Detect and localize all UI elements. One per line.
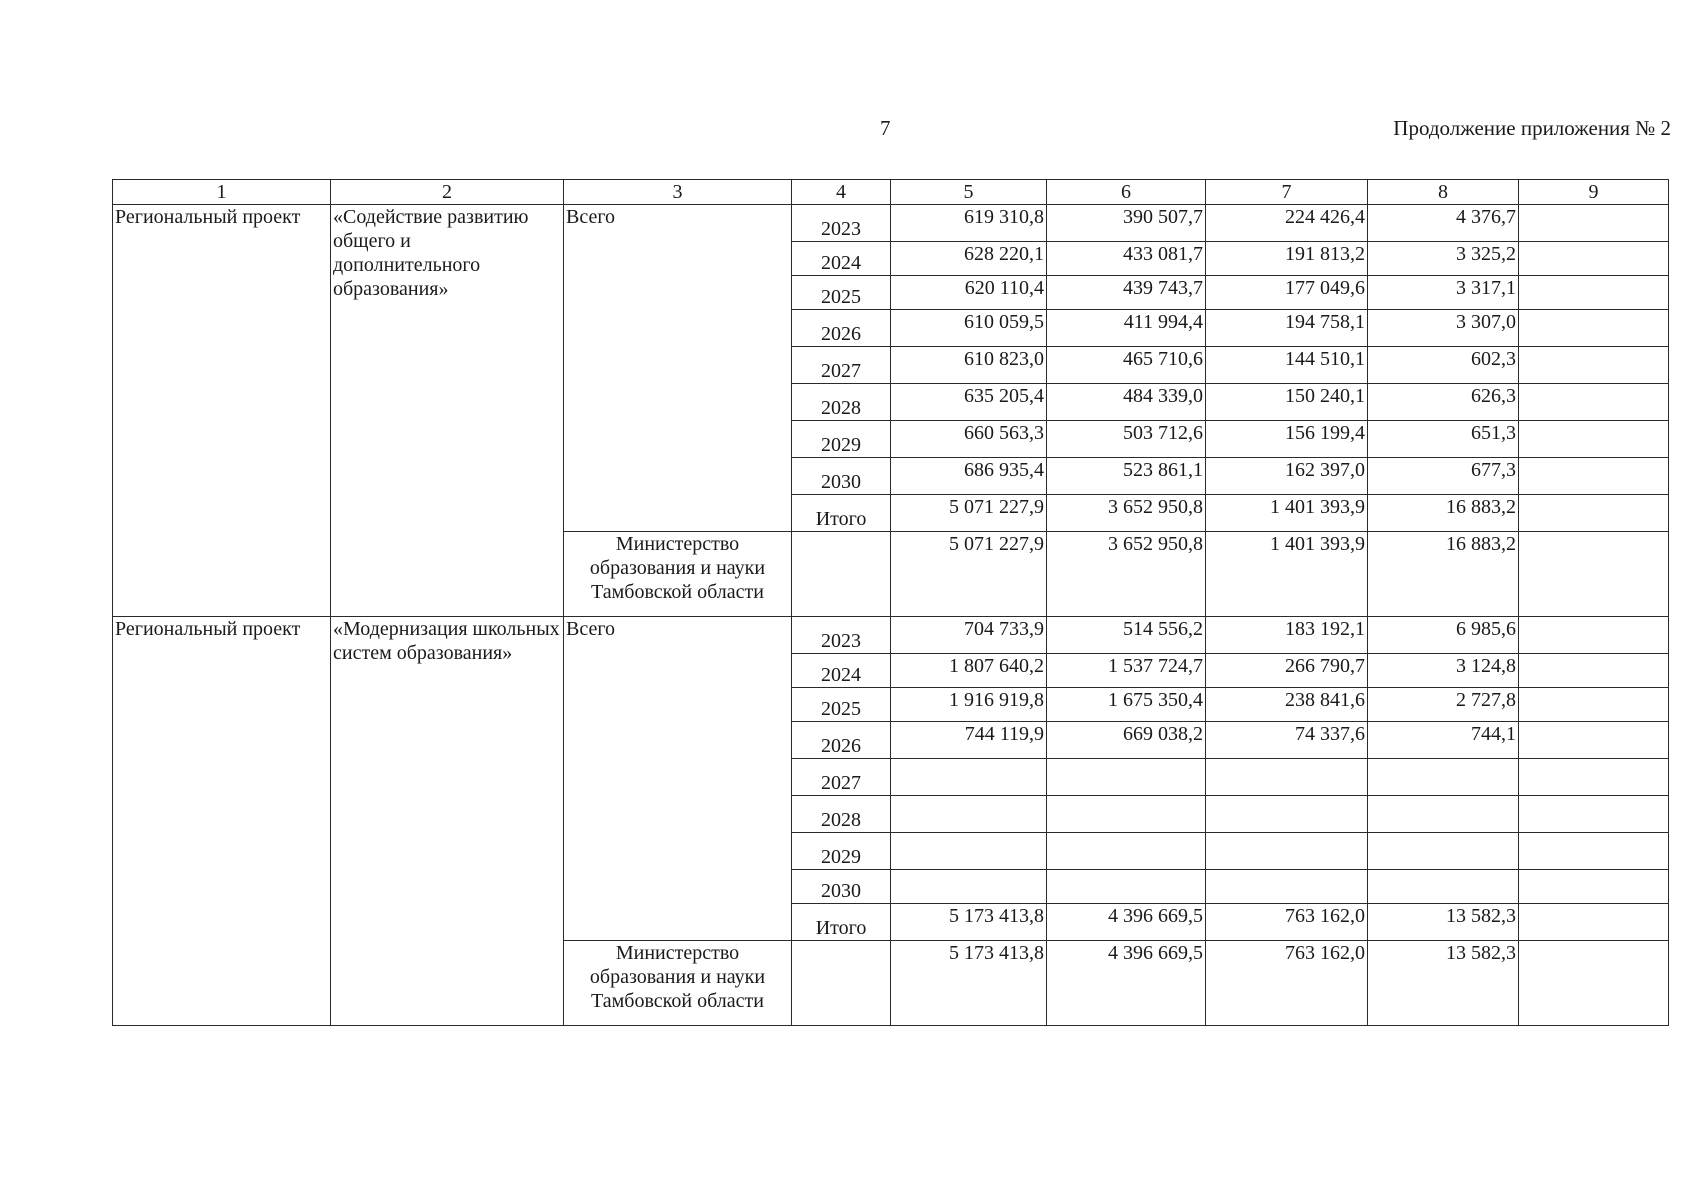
- value-cell-c7: 150 240,1: [1206, 384, 1368, 421]
- value-cell-c8: 2 727,8: [1368, 688, 1519, 722]
- value-cell-c8: 3 325,2: [1368, 242, 1519, 276]
- appendix-continuation-label: Продолжение приложения № 2: [1393, 116, 1671, 140]
- value-cell-c7: 224 426,4: [1206, 205, 1368, 242]
- value-cell-c8: 626,3: [1368, 384, 1519, 421]
- value-cell-c6: 390 507,7: [1047, 205, 1206, 242]
- value-cell-c6: 484 339,0: [1047, 384, 1206, 421]
- value-cell-c8: 3 317,1: [1368, 276, 1519, 310]
- value-cell-c6: 411 994,4: [1047, 310, 1206, 347]
- value-cell-c8: 3 307,0: [1368, 310, 1519, 347]
- value-cell-c5: 660 563,3: [891, 421, 1047, 458]
- value-cell-c8: 3 124,8: [1368, 654, 1519, 688]
- project-name-cell: «Модернизация школьных систем образования»: [331, 617, 564, 1026]
- value-cell-c6: [1047, 759, 1206, 796]
- value-cell-c8: 744,1: [1368, 722, 1519, 759]
- value-cell-c6: 3 652 950,8: [1047, 495, 1206, 532]
- value-cell-c9: [1519, 759, 1669, 796]
- value-cell-c6: 523 861,1: [1047, 458, 1206, 495]
- org-value-cell-c6: 4 396 669,5: [1047, 941, 1206, 1026]
- value-cell-c7: 74 337,6: [1206, 722, 1368, 759]
- value-cell-c7: 177 049,6: [1206, 276, 1368, 310]
- value-cell-c7: 266 790,7: [1206, 654, 1368, 688]
- value-cell-c8: [1368, 759, 1519, 796]
- value-cell-c6: 514 556,2: [1047, 617, 1206, 654]
- year-cell: 2023: [792, 205, 891, 242]
- value-cell-c5: [891, 833, 1047, 870]
- value-cell-c9: [1519, 242, 1669, 276]
- value-cell-c9: [1519, 458, 1669, 495]
- column-header: 7: [1206, 180, 1368, 205]
- org-value-cell-c4: [792, 941, 891, 1026]
- year-cell: 2029: [792, 833, 891, 870]
- value-cell-c6: 465 710,6: [1047, 347, 1206, 384]
- value-cell-c9: [1519, 384, 1669, 421]
- value-cell-c5: 5 173 413,8: [891, 904, 1047, 941]
- value-cell-c5: 1 807 640,2: [891, 654, 1047, 688]
- value-cell-c9: [1519, 688, 1669, 722]
- column-header: 3: [564, 180, 792, 205]
- value-cell-c5: 610 823,0: [891, 347, 1047, 384]
- year-cell: 2026: [792, 310, 891, 347]
- value-cell-c9: [1519, 870, 1669, 904]
- value-cell-c5: 704 733,9: [891, 617, 1047, 654]
- value-cell-c5: 619 310,8: [891, 205, 1047, 242]
- value-cell-c5: 5 071 227,9: [891, 495, 1047, 532]
- year-cell: 2028: [792, 796, 891, 833]
- responsible-org-cell: Министерство образования и науки Тамбовской области: [564, 532, 792, 617]
- value-cell-c7: 1 401 393,9: [1206, 495, 1368, 532]
- value-cell-c6: 4 396 669,5: [1047, 904, 1206, 941]
- value-cell-c5: 686 935,4: [891, 458, 1047, 495]
- value-cell-c6: [1047, 833, 1206, 870]
- value-cell-c7: 144 510,1: [1206, 347, 1368, 384]
- org-value-cell-c8: 16 883,2: [1368, 532, 1519, 617]
- value-cell-c9: [1519, 617, 1669, 654]
- value-cell-c9: [1519, 205, 1669, 242]
- column-header: 6: [1047, 180, 1206, 205]
- responsible-org-cell: Министерство образования и науки Тамбовской области: [564, 941, 792, 1026]
- value-cell-c9: [1519, 276, 1669, 310]
- value-cell-c8: 4 376,7: [1368, 205, 1519, 242]
- org-value-cell-c9: [1519, 532, 1669, 617]
- total-label-cell: Всего: [564, 617, 792, 941]
- year-cell: 2025: [792, 688, 891, 722]
- year-cell: 2024: [792, 242, 891, 276]
- value-cell-c6: 1 675 350,4: [1047, 688, 1206, 722]
- value-cell-c9: [1519, 904, 1669, 941]
- org-value-cell-c7: 763 162,0: [1206, 941, 1368, 1026]
- project-name-cell: «Содействие развитию общего и дополнительного образования»: [331, 205, 564, 617]
- value-cell-c5: [891, 796, 1047, 833]
- value-cell-c8: 677,3: [1368, 458, 1519, 495]
- value-cell-c7: 763 162,0: [1206, 904, 1368, 941]
- value-cell-c6: 433 081,7: [1047, 242, 1206, 276]
- column-header: 5: [891, 180, 1047, 205]
- year-cell: 2028: [792, 384, 891, 421]
- project-type-cell: Региональный проект: [113, 617, 331, 1026]
- year-cell: 2023: [792, 617, 891, 654]
- org-value-cell-c7: 1 401 393,9: [1206, 532, 1368, 617]
- column-header: 8: [1368, 180, 1519, 205]
- year-cell: 2024: [792, 654, 891, 688]
- year-cell: 2030: [792, 870, 891, 904]
- value-cell-c5: 1 916 919,8: [891, 688, 1047, 722]
- project-type-cell: Региональный проект: [113, 205, 331, 617]
- value-cell-c5: 744 119,9: [891, 722, 1047, 759]
- value-cell-c6: 669 038,2: [1047, 722, 1206, 759]
- value-cell-c8: 6 985,6: [1368, 617, 1519, 654]
- year-cell: 2029: [792, 421, 891, 458]
- value-cell-c7: [1206, 759, 1368, 796]
- year-row: [113, 617, 1669, 654]
- value-cell-c8: [1368, 833, 1519, 870]
- value-cell-c5: 620 110,4: [891, 276, 1047, 310]
- value-cell-c6: [1047, 796, 1206, 833]
- value-cell-c6: 503 712,6: [1047, 421, 1206, 458]
- value-cell-c5: 628 220,1: [891, 242, 1047, 276]
- value-cell-c8: [1368, 796, 1519, 833]
- value-cell-c6: 1 537 724,7: [1047, 654, 1206, 688]
- org-value-cell-c5: 5 173 413,8: [891, 941, 1047, 1026]
- value-cell-c9: [1519, 654, 1669, 688]
- value-cell-c7: 194 758,1: [1206, 310, 1368, 347]
- org-value-cell-c6: 3 652 950,8: [1047, 532, 1206, 617]
- value-cell-c5: [891, 759, 1047, 796]
- value-cell-c7: 183 192,1: [1206, 617, 1368, 654]
- year-cell: 2030: [792, 458, 891, 495]
- value-cell-c7: 238 841,6: [1206, 688, 1368, 722]
- value-cell-c5: 610 059,5: [891, 310, 1047, 347]
- year-cell: 2025: [792, 276, 891, 310]
- year-cell: 2026: [792, 722, 891, 759]
- column-header: 9: [1519, 180, 1669, 205]
- value-cell-c6: [1047, 870, 1206, 904]
- value-cell-c9: [1519, 347, 1669, 384]
- year-cell: Итого: [792, 495, 891, 532]
- org-value-cell-c5: 5 071 227,9: [891, 532, 1047, 617]
- value-cell-c8: [1368, 870, 1519, 904]
- column-header: 4: [792, 180, 891, 205]
- org-value-cell-c8: 13 582,3: [1368, 941, 1519, 1026]
- value-cell-c5: [891, 870, 1047, 904]
- value-cell-c6: 439 743,7: [1047, 276, 1206, 310]
- value-cell-c7: [1206, 796, 1368, 833]
- column-number-row: [113, 180, 1669, 205]
- year-cell: 2027: [792, 759, 891, 796]
- year-cell: 2027: [792, 347, 891, 384]
- funding-table: [112, 179, 1669, 1026]
- column-header: 1: [113, 180, 331, 205]
- value-cell-c7: [1206, 833, 1368, 870]
- total-label-cell: Всего: [564, 205, 792, 532]
- value-cell-c9: [1519, 421, 1669, 458]
- year-cell: Итого: [792, 904, 891, 941]
- value-cell-c8: 13 582,3: [1368, 904, 1519, 941]
- value-cell-c7: 191 813,2: [1206, 242, 1368, 276]
- page-number: 7: [880, 116, 891, 140]
- value-cell-c9: [1519, 495, 1669, 532]
- value-cell-c5: 635 205,4: [891, 384, 1047, 421]
- value-cell-c9: [1519, 833, 1669, 870]
- org-value-cell-c4: [792, 532, 891, 617]
- value-cell-c8: 602,3: [1368, 347, 1519, 384]
- value-cell-c8: 16 883,2: [1368, 495, 1519, 532]
- column-header: 2: [331, 180, 564, 205]
- value-cell-c9: [1519, 722, 1669, 759]
- year-row: [113, 205, 1669, 242]
- value-cell-c8: 651,3: [1368, 421, 1519, 458]
- value-cell-c7: 162 397,0: [1206, 458, 1368, 495]
- org-value-cell-c9: [1519, 941, 1669, 1026]
- value-cell-c9: [1519, 310, 1669, 347]
- value-cell-c9: [1519, 796, 1669, 833]
- value-cell-c7: 156 199,4: [1206, 421, 1368, 458]
- value-cell-c7: [1206, 870, 1368, 904]
